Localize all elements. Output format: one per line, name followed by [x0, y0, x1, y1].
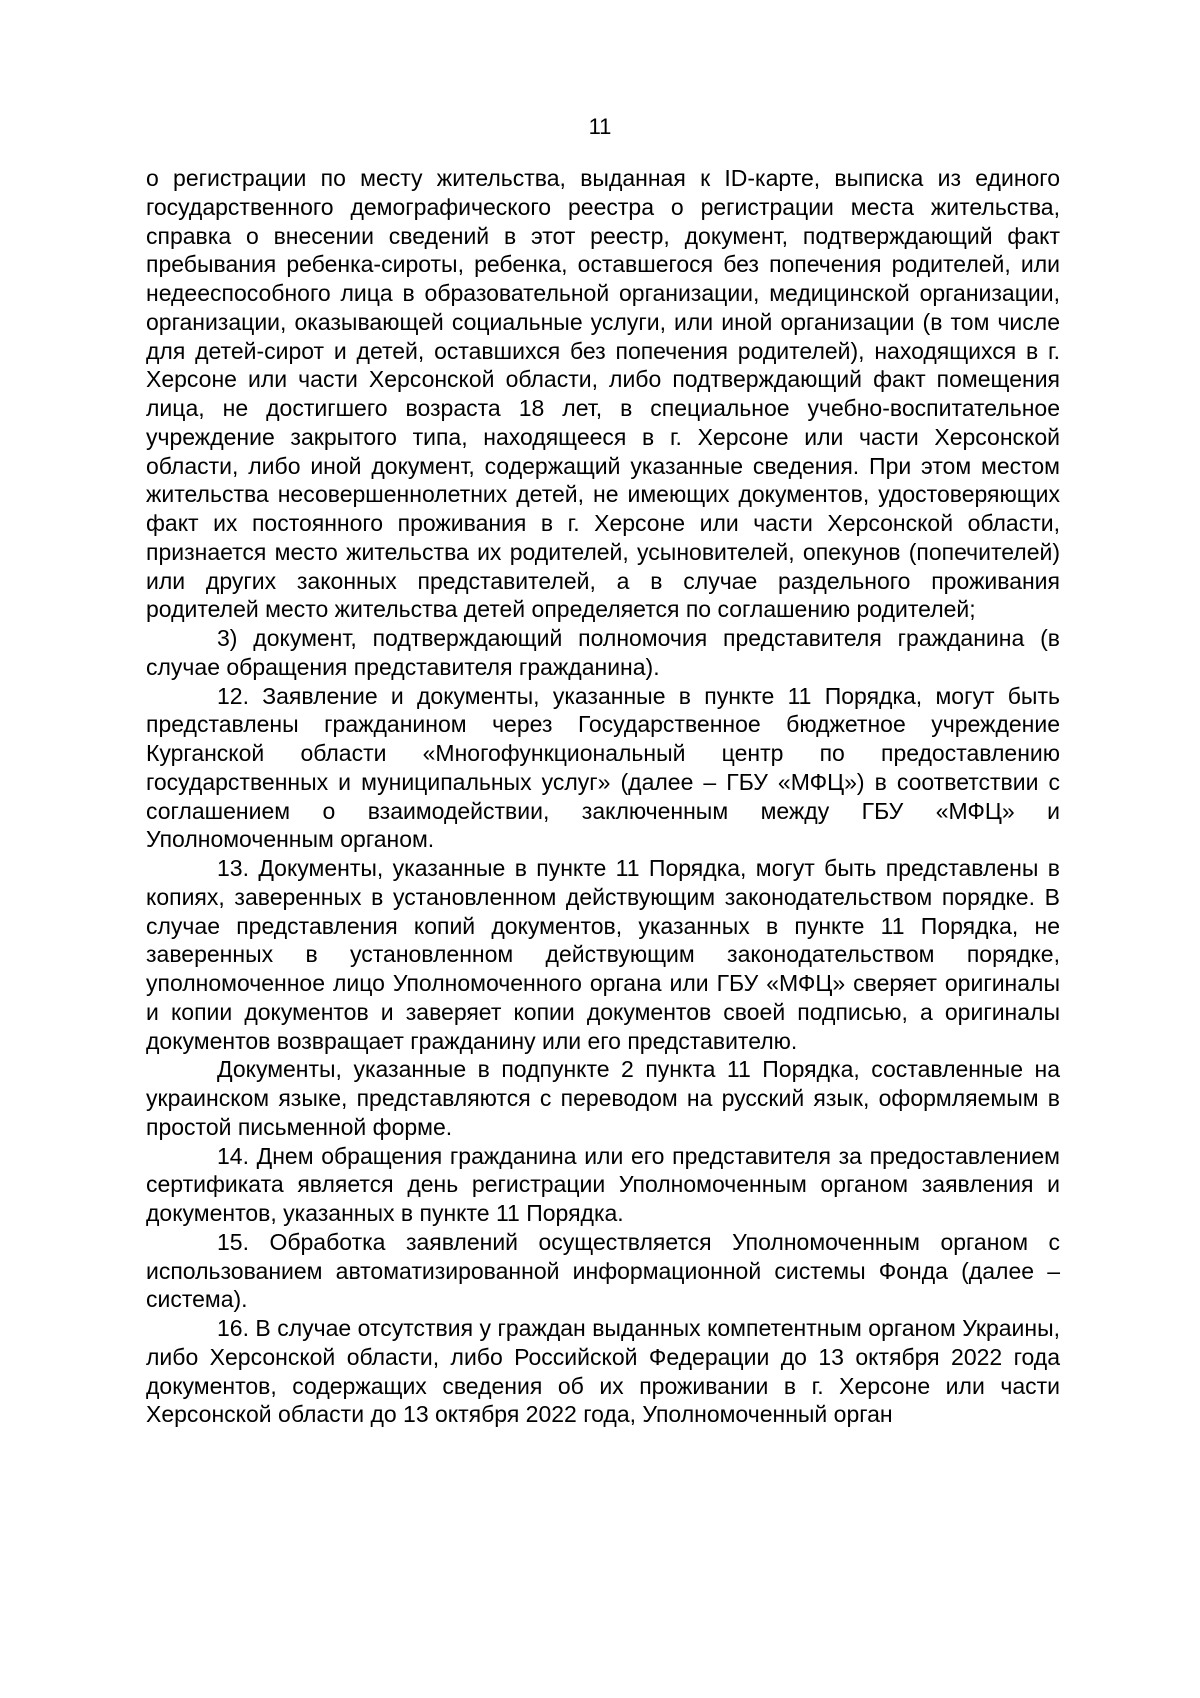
paragraph-clause-15: 15. Обработка заявлений осуществляется Уполномоченным органом с использованием автоматизированной информационной системы Фонда (далее – система).: [146, 1228, 1060, 1313]
paragraph-item-3: 3) документ, подтверждающий полномочия представителя гражданина (в случае обращения представителя гражданина).: [146, 625, 1060, 680]
paragraph-clause-12: 12. Заявление и документы, указанные в пункте 11 Порядка, могут быть представлены гражданином через Государственное бюджетное учреждение Курганской области «Многофункциональный центр по предоставлению государственных и муниципальных услуг» (далее – ГБУ «МФЦ») в соответствии с соглашением о взаимодействии, заключенным между ГБУ «МФЦ» и Уполномоченным органом.: [146, 682, 1060, 853]
paragraph-registration-documents: о регистрации по месту жительства, выданная к ID-карте, выписка из единого государственного демографического реестра о регистрации места жительства, справка о внесении сведений в этот реестр, документ, подтверждающий факт пребывания ребенка-сироты, ребенка, оставшегося без попечения родителей, или недееспособного лица в образовательной организации, медицинской организации, организации, оказывающей социальные услуги, или иной организации (в том числе для детей-сирот и детей, оставшихся без попечения родителей), находящихся в г. Херсоне или части Херсонской области, либо подтверждающий факт помещения лица, не достигшего возраста 18 лет, в специальное учебно-воспитательное учреждение закрытого типа, находящееся в г. Херсоне или части Херсонской области, либо иной документ, содержащий указанные сведения. При этом местом жительства несовершеннолетних детей, не имеющих документов, удостоверяющих факт их постоянного проживания в г. Херсоне или части Херсонской области, признается место жительства их родителей, усыновителей, опекунов (попечителей) или других законных представителей, а в случае раздельного проживания родителей место жительства детей определяется по соглашению родителей;: [146, 165, 1060, 623]
paragraph-clause-13: 13. Документы, указанные в пункте 11 Порядка, могут быть представлены в копиях, заверенных в установленном действующим законодательством порядке. В случае представления копий документов, указанных в пункте 11 Порядка, не заверенных в установленном действующим законодательством порядке, уполномоченное лицо Уполномоченного органа или ГБУ «МФЦ» сверяет оригиналы и копии документов и заверяет копии документов своей подписью, а оригиналы документов возвращает гражданину или его представителю.: [146, 855, 1060, 1054]
paragraph-clause-16: 16. В случае отсутствия у граждан выданных компетентным органом Украины, либо Херсонской области, либо Российской Федерации до 13 октября 2022 года документов, содержащих сведения об их проживании в г. Херсоне или части Херсонской области до 13 октября 2022 года, Уполномоченный орган: [146, 1315, 1060, 1428]
page-number: 11: [588, 114, 612, 139]
paragraph-translation-note: Документы, указанные в подпункте 2 пункта 11 Порядка, составленные на украинском языке, представляются с переводом на русский язык, оформляемым в простой письменной форме.: [146, 1056, 1060, 1140]
document-body: [146, 164, 1060, 1429]
paragraph-clause-14: 14. Днем обращения гражданина или его представителя за предоставлением сертификата является день регистрации Уполномоченным органом заявления и документов, указанных в пункте 11 Порядка.: [146, 1142, 1060, 1226]
